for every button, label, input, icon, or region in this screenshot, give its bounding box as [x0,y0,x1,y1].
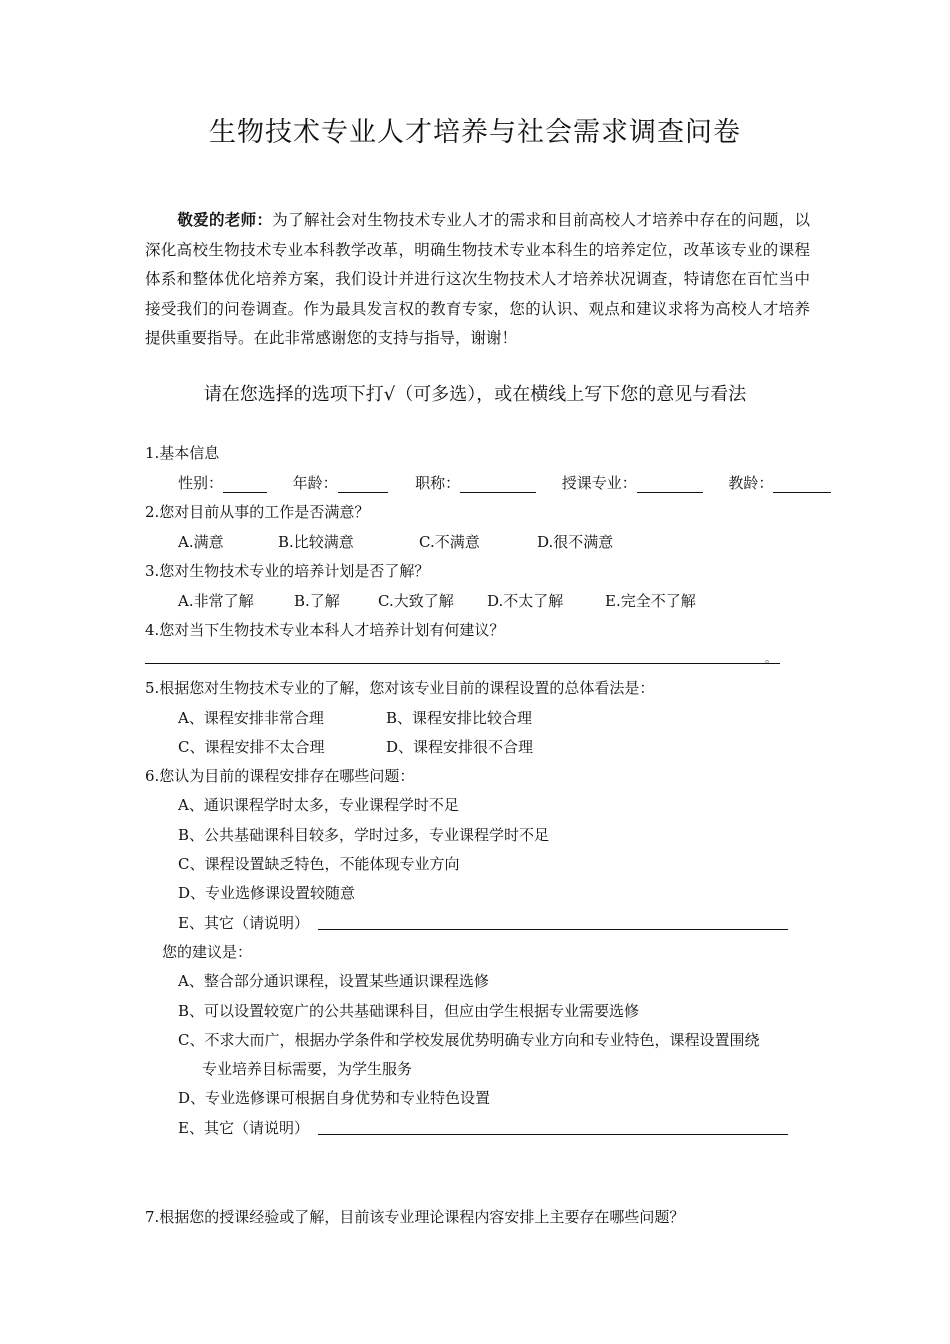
q6-title: 6.您认为目前的课程安排存在哪些问题： [145,767,415,785]
q6-suggest-other-line[interactable] [318,1134,788,1135]
q6-suggest-c-cont: 专业培养目标需要，为学生服务 [202,1060,413,1078]
gender-label: 性别： [178,474,224,492]
q5-option-d[interactable]: D、课程安排很不合理 [386,738,534,756]
q6-option-b[interactable]: B、公共基础课科目较多，学时过多，专业课程学时不足 [178,826,550,844]
q6-option-e[interactable]: E、其它（请说明） [178,914,309,932]
age-field[interactable] [338,476,388,493]
q2-option-b[interactable]: B.比较满意 [278,533,354,551]
q2-option-a[interactable]: A.满意 [178,533,224,551]
instruction: 请在您选择的选项下打√（可多选），或在横线上写下您的意见与看法 [203,384,747,405]
q6-suggest-title: 您的建议是： [162,943,253,961]
q7-title: 7.根据您的授课经验或了解，目前该专业理论课程内容安排上主要存在哪些问题？ [145,1208,685,1226]
q3-title: 3.您对生物技术专业的培养计划是否了解？ [145,562,430,580]
q3-option-c[interactable]: C.大致了解 [378,592,454,610]
q5-option-b[interactable]: B、课程安排比较合理 [386,709,533,727]
intro-paragraph [145,205,810,354]
q1-title: 1.基本信息 [145,444,220,462]
intro-greeting: 敬爱的老师： [177,210,273,229]
major-label: 授课专业： [561,474,637,492]
q3-option-e[interactable]: E.完全不了解 [605,592,696,610]
q6-suggest-d[interactable]: D、专业选修课可根据自身优势和专业特色设置 [178,1089,491,1107]
intro-body: 为了解社会对生物技术专业人才的需求和目前高校人才培养中存在的问题，以深化高校生物技术专业本科教学改革，明确生物技术专业本科生的培养定位，改革该专业的课程体系和整体优化培养方案，我们设计并进行这次生物技术人才培养状况调查，特请您在百忙当中接受我们的问卷调查。作为最具发言权的教育专家，您的认识、观点和建议求将为高校人才培养提供重要指导。在此非常感谢您的支持与指导，谢谢！ [145,211,810,347]
q6-other-line[interactable] [318,929,788,930]
q4-answer-line[interactable] [145,663,780,664]
years-label: 教龄： [728,474,774,492]
q6-option-a[interactable]: A、通识课程学时太多，专业课程学时不足 [178,796,459,814]
q3-option-b[interactable]: B.了解 [294,592,340,610]
q6-option-c[interactable]: C、课程设置缺乏特色，不能体现专业方向 [178,855,460,873]
q3-option-d[interactable]: D.不太了解 [487,592,564,610]
q5-option-c[interactable]: C、课程安排不太合理 [178,738,325,756]
q6-suggest-a[interactable]: A、整合部分通识课程，设置某些通识课程选修 [178,972,489,990]
rank-label: 职称： [415,474,461,492]
q4-end-mark: 。 [765,652,776,665]
q6-option-d[interactable]: D、专业选修课设置较随意 [178,884,356,902]
q5-title: 5.根据您对生物技术专业的了解，您对该专业目前的课程设置的总体看法是： [145,679,655,697]
age-label: 年龄： [292,474,338,492]
rank-field[interactable] [460,476,536,493]
q3-option-a[interactable]: A.非常了解 [178,592,254,610]
q5-option-a[interactable]: A、课程安排非常合理 [178,709,324,727]
major-field[interactable] [637,476,703,493]
q6-suggest-e[interactable]: E、其它（请说明） [178,1119,309,1137]
page-title: 生物技术专业人才培养与社会需求调查问卷 [209,117,741,148]
years-field[interactable] [773,476,831,493]
q6-suggest-b[interactable]: B、可以设置较宽广的公共基础课科目，但应由学生根据专业需要选修 [178,1002,640,1020]
gender-field[interactable] [223,476,267,493]
q4-title: 4.您对当下生物技术专业本科人才培养计划有何建议？ [145,621,505,639]
q2-option-d[interactable]: D.很不满意 [537,533,614,551]
q1-fields [178,472,831,493]
q2-option-c[interactable]: C.不满意 [419,533,480,551]
q6-suggest-c[interactable]: C、不求大而广，根据办学条件和学校发展优势明确专业方向和专业特色，课程设置围绕 [178,1031,760,1049]
q2-title: 2.您对目前从事的工作是否满意？ [145,503,370,521]
